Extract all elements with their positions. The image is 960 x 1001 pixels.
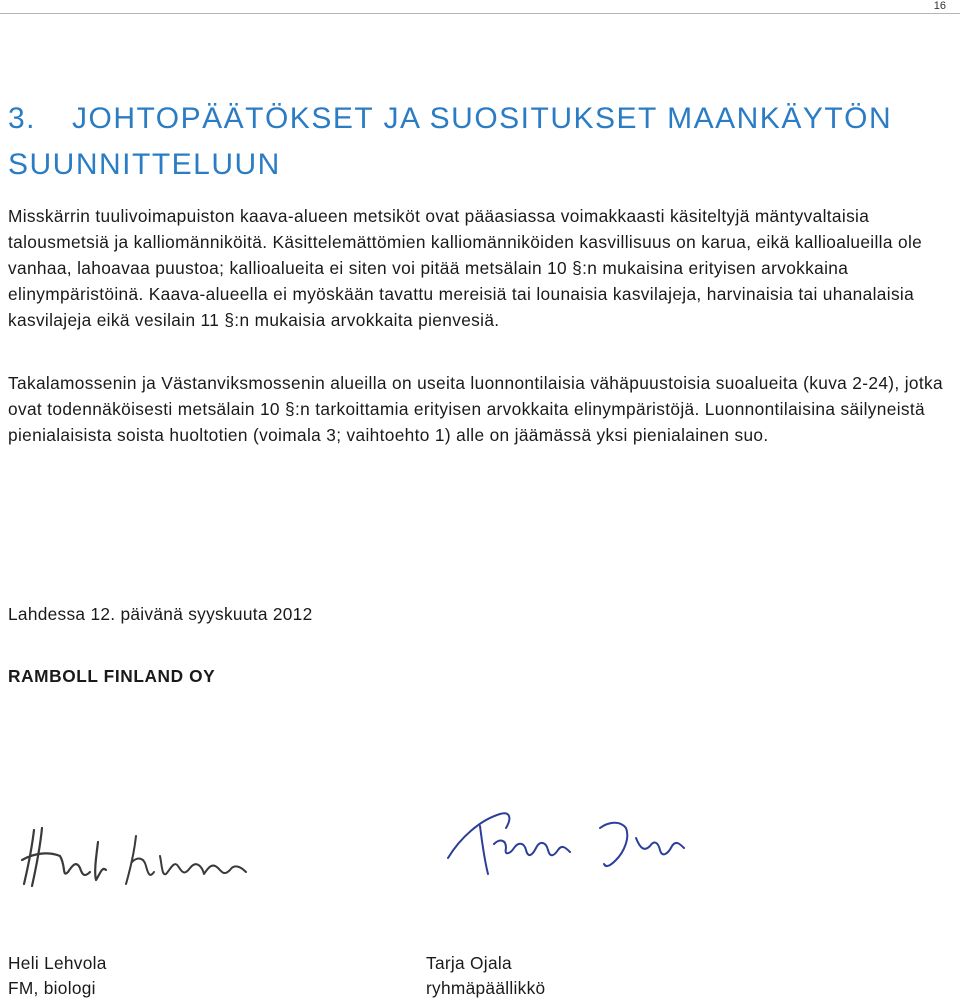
header-rule <box>0 13 960 14</box>
signature-tarja-ojala <box>440 798 690 888</box>
body-paragraph: Misskärrin tuulivoimapuiston kaava-alueen metsiköt ovat pääasiassa voimakkaasti käsiteltyjä mäntyvaltaisia talousmetsiä ja kalliomänniköitä. Käsittelemättömien kalliomänniköiden kasvillisuus on karua, eikä kallioalueilla ole vanhaa, lahoavaa puustoa; kallioalueita ei siten voi pitää metsälain 10 §:n mukaisina erityisen arvokkaina elinympäristöinä. Kaava-alueella ei myöskään tavattu mereisiä tai lounaisia kasvilajeja, harvinaisia tai uhanalaisia kasvilajeja eikä vesilain 11 §:n mukaisia arvokkaita pienvesiä. <box>8 206 923 330</box>
signer-title: FM, biologi <box>8 978 96 998</box>
signature-heli-lehvola <box>14 822 264 892</box>
date-line: Lahdessa 12. päivänä syyskuuta 2012 <box>8 604 313 624</box>
section-heading <box>8 96 948 188</box>
company-name: RAMBOLL FINLAND OY <box>8 666 216 686</box>
section-title-line1: JOHTOPÄÄTÖKSET JA SUOSITUKSET MAANKÄYTÖN <box>72 102 893 135</box>
section-number: 3. <box>8 102 37 135</box>
body-paragraph: Takalamossenin ja Västanviksmossenin alueilla on useita luonnontilaisia vähäpuustoisia suoalueita (kuva 2-24), jotka ovat todennäköisesti metsälain 10 §:n tarkoittamia erityisen arvokkaita elinympäristöjä. Luonnontilaisina säilyneistä pienialaisista soista huoltotien (voimala 3; vaihtoehto 1) alle on jäämässä yksi pienialainen suo. <box>8 373 943 445</box>
signer-name: Heli Lehvola <box>8 953 107 973</box>
signer-name: Tarja Ojala <box>426 953 512 973</box>
signer-title: ryhmäpäällikkö <box>426 978 546 998</box>
signer-block <box>426 951 545 1001</box>
section-title-line2: SUUNNITTELUUN <box>8 148 281 181</box>
page-number: 16 <box>933 0 946 12</box>
signer-block <box>8 951 107 1001</box>
